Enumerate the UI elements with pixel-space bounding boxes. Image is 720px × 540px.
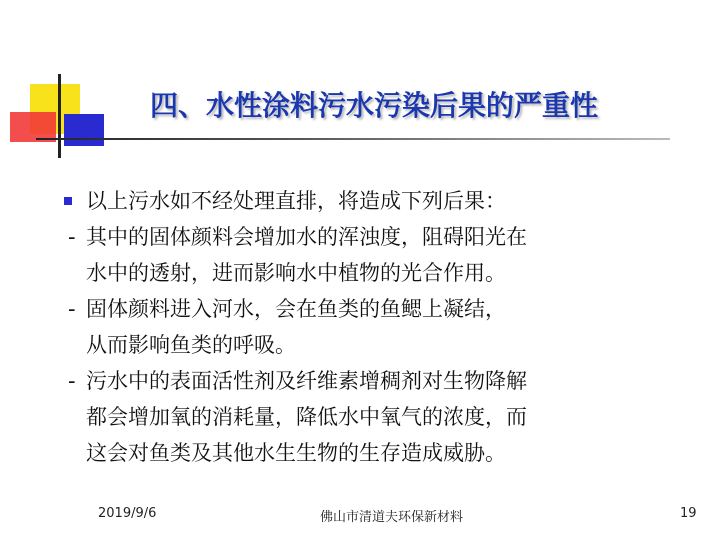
square-bullet-icon [64, 197, 72, 205]
decor-blue-square [64, 114, 104, 146]
slide-title: 四、水性涂料污水污染后果的严重性 [150, 89, 599, 122]
bullet-text: 以上污水如不经处理直排，将造成下列后果： [86, 189, 506, 213]
sub-item-2 [60, 291, 700, 363]
title-divider-line [36, 138, 670, 140]
decor-vertical-line [58, 74, 61, 158]
sub-item-line: 水中的透射，进而影响水中植物的光合作用。 [86, 261, 506, 285]
footer-organization: 佛山市清道夫环保新材料 [320, 510, 464, 525]
sub-item-line: 其中的固体颜料会增加水的浑浊度，阻碍阳光在 [86, 225, 527, 249]
sub-item-line: 都会增加氧的消耗量，降低水中氧气的浓度，而 [86, 405, 527, 429]
slide-content [60, 183, 700, 471]
sub-item-3 [60, 363, 700, 471]
dash-marker: - [68, 297, 76, 321]
dash-marker: - [68, 369, 76, 393]
sub-item-line: 从而影响鱼类的呼吸。 [86, 333, 296, 357]
dash-marker: - [68, 225, 76, 249]
sub-item-line: 固体颜料进入河水，会在鱼类的鱼鳃上凝结， [86, 297, 506, 321]
bullet-item [60, 183, 700, 219]
footer-date: 2019/9/6 [98, 506, 157, 521]
page-number: 19 [680, 506, 697, 521]
sub-item-line: 污水中的表面活性剂及纤维素增稠剂对生物降解 [86, 369, 527, 393]
sub-item-line: 这会对鱼类及其他水生生物的生存造成威胁。 [86, 441, 506, 465]
sub-item-1 [60, 219, 700, 291]
